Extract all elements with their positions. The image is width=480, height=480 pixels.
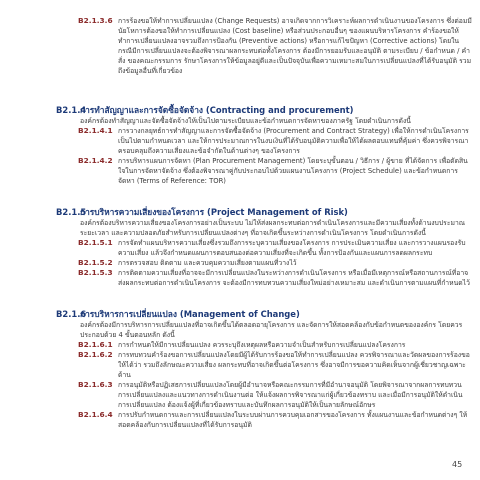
- sub-item: [56, 238, 472, 258]
- sub-item-text: การปรับกำหนดการและการเปลี่ยนแปลงในระบบผ่านการควบคุมเอกสารของโครงการ ทั้งแผนงานและข้อกำหนดต่างๆ ให้สอดคล้องกับการเปลี่ยนแปลงที่ได้รับการอนุมัติ: [118, 411, 468, 429]
- sub-item-number: B2.1.6.4: [78, 410, 113, 419]
- section-intro: องค์กรต้องทำสัญญาและจัดซื้อจัดจ้างให้เป็นไปตามระเบียบและข้อกำหนดการจัดหาของภาครัฐ โดยดำเนินการดังนี้: [80, 117, 411, 125]
- sub-item: [56, 258, 472, 268]
- sub-item-number: B2.1.5.1: [78, 238, 113, 247]
- section-heading: [56, 308, 472, 320]
- sub-item: [56, 268, 472, 288]
- section-title: การทำสัญญาและการจัดซื้อจัดจ้าง (Contracting and procurement): [80, 105, 354, 115]
- sub-item: [56, 380, 472, 410]
- sub-item: [56, 340, 472, 350]
- sub-item-number: B2.1.6.3: [78, 380, 113, 389]
- sub-item-number: B2.1.6.2: [78, 350, 113, 359]
- section-title: การบริหารความเสี่ยงของโครงการ (Project Management of Risk): [80, 207, 348, 217]
- sub-item-text: การติดตามความเสี่ยงที่อาจจะมีการเปลี่ยนแปลงในระหว่างการดำเนินโครงการ หรือเมื่อมีเหตุการณ์หรือสถานการณ์ที่อาจส่งผลกระทบต่อการดำเนินโครงการ จะต้องมีการทบทวนความเสี่ยงใหม่อย่างเหมาะสม และดำเนินการตามแผนที่กำหนดไว้: [118, 269, 470, 287]
- sub-item-text: การทบทวนคำร้องขอการเปลี่ยนแปลงโดยมีผู้ได้รับการร้องขอให้ทำการเปลี่ยนแปลง ควรพิจารณาและวัดผลของการร้องขอให้ได้ว่า รวมถึงลักษณะความเสี่ยง ผลกระทบที่อาจเกิดขึ้นต่อโครงการ ซึ่งอาจมีการขอความคิดเห็นจากผู้เชี่ยวชาญเฉพาะด้าน: [118, 351, 470, 379]
- sub-item-number: B2.1.4.1: [78, 126, 113, 135]
- sub-item-text: การกำหนดให้มีการเปลี่ยนแปลง ควรระบุถึงเหตุผลหรือความจำเป็นสำหรับการเปลี่ยนแปลงโครงการ: [118, 341, 406, 349]
- sub-item-text: การร้องขอให้ทำการเปลี่ยนแปลง (Change Requests) อาจเกิดจากการวิเคราะห์ผลการดำเนินงานของโครงการ ซึ่งต่อมมีนัยโหการต้องขอให้ทำการเปลี่ยนแปลง (Cost baseline) หรือส่วนประกอบอื่นๆ ของแผนบริหารโครงการ คำร้องขอให้ทำการเปลี่ยนแปลงอาจรวมถึงการป้องกัน (Preventive actions) หรือการแก้ไขปัญหา (Corrective actions) โดยในกรณีมีการเปลี่ยนแปลงจะต้องพิจารณาผลกระทบต่อทั้งโครงการ ต้องมีการยอมรับและอนุมัติ ตามระเบียบ / ข้อกำหนด / คำสั่ง ของคณะกรรมการ รักษาโครงการให้ข้อมูลอยู่ดีและเป็นปัจจุบันเพื่อความเหมาะสมในการเปลี่ยนแปลงที่ได้รับอนุมัติ รวมถึงข้อมูลอื่นที่เกี่ยวข้อง: [118, 17, 472, 75]
- sub-item-number: B2.1.6.1: [78, 340, 113, 349]
- section-number: B2.1.5: [56, 207, 87, 217]
- sub-item-number: B2.1.5.2: [78, 258, 113, 267]
- section-heading: [56, 104, 472, 116]
- sub-item: [56, 350, 472, 380]
- sub-item-number: B2.1.3.6: [78, 16, 113, 25]
- sub-item: [56, 156, 472, 186]
- sub-item-text: การอนุมัติหรือปฏิเสธการเปลี่ยนแปลงโดยผู้มีอำนาจหรือคณะกรรมการที่มีอำนาจอนุมัติ โดยพิจารณาจากผลการทบทวนการเปลี่ยนแปลงและแนวทางการดำเนินงานต่อ ให้แจ้งผลการพิจารณาแก่ผู้เกี่ยวข้องทราบ และเมื่อมีการอนุมัติให้ดำเนินการเปลี่ยนแปลง ต้องแจ้งผู้ที่เกี่ยวข้องทราบและบันทึกผลการอนุมัติให้เป็นลายลักษณ์อักษร: [118, 381, 463, 409]
- sub-item-text: การบริหารแผนการจัดหา (Plan Procurement Management) โดยระบุขั้นตอน / วิธีการ / ผู้ขาย ที่ได้จัดการ เพื่อตัดสินใจในการจัดหาจัดจ้าง ซึ่งต้องพิจารณาคู่กับประกอบไปด้วยแผนงานโครงการ (Project Schedule) และข้อกำหนดการจัดหา (Terms of Reference: TOR): [118, 157, 468, 185]
- sub-item-text: การตรวจสอบ ติดตาม และควบคุมความเสี่ยงตามแผนที่วางไว้: [118, 259, 297, 267]
- sub-item-number: B2.1.5.3: [78, 268, 113, 277]
- section-number: B2.1.6: [56, 309, 87, 319]
- sub-item: [56, 410, 472, 430]
- section-number: B2.1.4: [56, 105, 87, 115]
- section-intro: องค์กรต้องมีการบริหารการเปลี่ยนแปลงที่อาจเกิดขึ้นได้ตลอดอายุโครงการ และจัดการให้สอดคล้องกับข้อกำหนดขององค์กร โดยควรประกอบด้วย 4 ขั้นตอนหลัก ดังนี้: [80, 321, 463, 339]
- sub-item-text: การวางกลยุทธ์การทำสัญญาและการจัดซื้อจัดจ้าง (Procurement and Contract Strategy) เพื่อให้การดำเนินโครงการเป็นไปตามกำหนดเวลา และให้การประมาณการในงบเงินที่ได้รับอนุมัติความเพื่อให้ได้ผลตอบแทนที่คุ้มค่า ซึ่งควรพิจารณาครอบคลุมถึงความเสี่ยงและข้อจำกัดในด้านต่างๆ ของโครงการ: [118, 127, 469, 155]
- section-change: [56, 308, 472, 430]
- sub-item-text: การจัดทำแผนบริหารความเสี่ยงซึ่งรวมถึงการระบุความเสี่ยงของโครงการ การประเมินความเสี่ยง และการวางแผนรองรับความเสี่ยง แล้วจึงกำหนดแผนการตอบสนองต่อความเสี่ยงที่จะเกิดขึ้น ทั้งการป้องกันและแผนการลดผลกระทบ: [118, 239, 466, 257]
- section-title: การบริหารการเปลี่ยนแปลง (Management of Change): [80, 309, 300, 319]
- sub-item: [56, 16, 472, 76]
- section-risk: [56, 206, 472, 288]
- section-contracting: [56, 104, 472, 186]
- sub-item: [56, 126, 472, 156]
- page-number: 45: [452, 460, 463, 469]
- top-item: [56, 16, 472, 76]
- sub-item-number: B2.1.4.2: [78, 156, 113, 165]
- section-heading: [56, 206, 472, 218]
- section-intro: องค์กรต้องบริหารความเสี่ยงของโครงการอย่างเป็นระบบ ไม่ให้ส่งผลกระทบต่อการดำเนินโครงการและมีความเสี่ยงทั้งด้านงบประมาณ ระยะเวลา และความปลอดภัยสำหรับการเปลี่ยนแปลงต่างๆ ที่อาจเกิดขึ้นระหว่างการดำเนินโครงการ โดยดำเนินการดังนี้: [80, 219, 466, 237]
